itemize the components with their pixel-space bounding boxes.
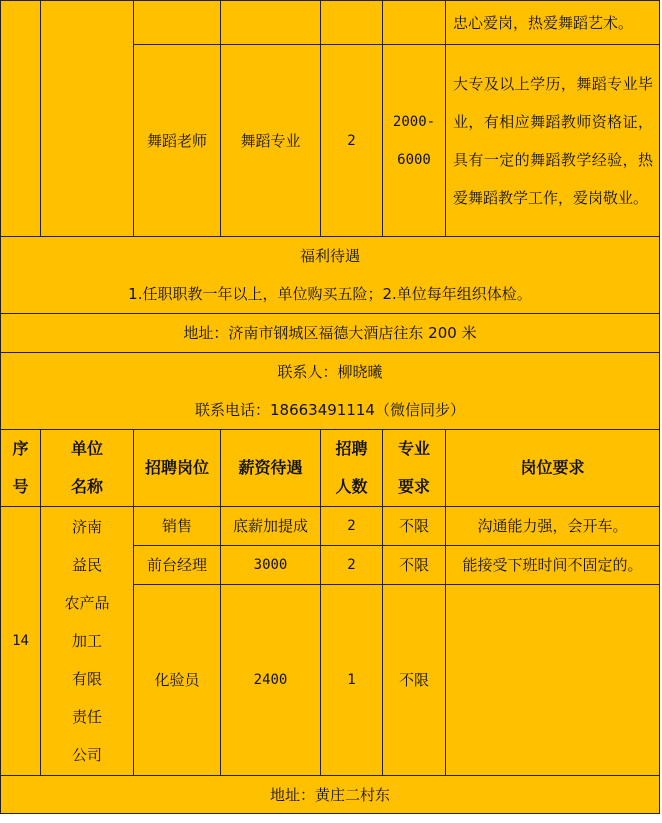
- job-1-position: 销售: [133, 506, 221, 546]
- job-3-position: 化验员: [133, 584, 221, 776]
- header-company: 单位 名称: [40, 429, 134, 507]
- job-2-position: 前台经理: [133, 545, 221, 585]
- job-1-requirement: 沟通能力强，会开车。: [445, 506, 660, 546]
- dance-requirement-cell: 大专及以上学历，舞蹈专业毕业，有相应舞蹈教师资格证，具有一定的舞蹈教学经验，热爱舞蹈教学工作，爱岗敬业。: [445, 44, 660, 237]
- job-2-count: 2: [320, 545, 383, 585]
- prev-salary-cell: [220, 0, 321, 45]
- job-2-salary: 3000: [220, 545, 321, 585]
- job-1-count: 2: [320, 506, 383, 546]
- prev-count-cell: [320, 0, 383, 45]
- prev-seq-cell: [0, 0, 41, 237]
- dance-salary-cell: 舞蹈专业: [220, 44, 321, 237]
- prev-requirement-tail: 忠心爱岗，热爱舞蹈艺术。: [445, 0, 660, 45]
- prev-company-cell: [40, 0, 134, 237]
- company-14-address: 地址：黄庄二村东: [0, 775, 660, 814]
- benefits-text: 1.任职职教一年以上，单位购买五险；2.单位每年组织体检。: [128, 285, 532, 303]
- header-seq: 序 号: [0, 429, 41, 507]
- company-14-seq: 14: [0, 506, 41, 776]
- header-requirement: 岗位要求: [445, 429, 660, 507]
- dance-count-cell: 2: [320, 44, 383, 237]
- benefits-cell: [0, 236, 660, 314]
- address-cell-top: 地址：济南市钢城区福德大酒店往东 200 米: [0, 313, 660, 353]
- job-3-major: 不限: [382, 584, 446, 776]
- dance-position-cell: 舞蹈老师: [133, 44, 221, 237]
- header-major: 专业 要求: [382, 429, 446, 507]
- header-count: 招聘 人数: [320, 429, 383, 507]
- job-1-salary: 底薪加提成: [220, 506, 321, 546]
- header-salary: 薪资待遇: [220, 429, 321, 507]
- contact-cell: [0, 352, 660, 430]
- prev-major-cell: [382, 0, 446, 45]
- job-3-count: 1: [320, 584, 383, 776]
- contact-person: 联系人：柳晓曦: [277, 363, 383, 381]
- job-2-requirement: 能接受下班时间不固定的。: [445, 545, 660, 585]
- header-position: 招聘岗位: [133, 429, 221, 507]
- contact-phone: 联系电话：18663491114（微信同步）: [195, 401, 465, 419]
- job-3-salary: 2400: [220, 584, 321, 776]
- benefits-title: 福利待遇: [299, 247, 360, 265]
- dance-major-cell: 2000- 6000: [382, 44, 446, 237]
- job-2-major: 不限: [382, 545, 446, 585]
- company-14-name: 济南 益民 农产品 加工 有限 责任 公司: [40, 506, 134, 776]
- job-1-major: 不限: [382, 506, 446, 546]
- prev-position-cell: [133, 0, 221, 45]
- job-3-requirement: [445, 584, 660, 776]
